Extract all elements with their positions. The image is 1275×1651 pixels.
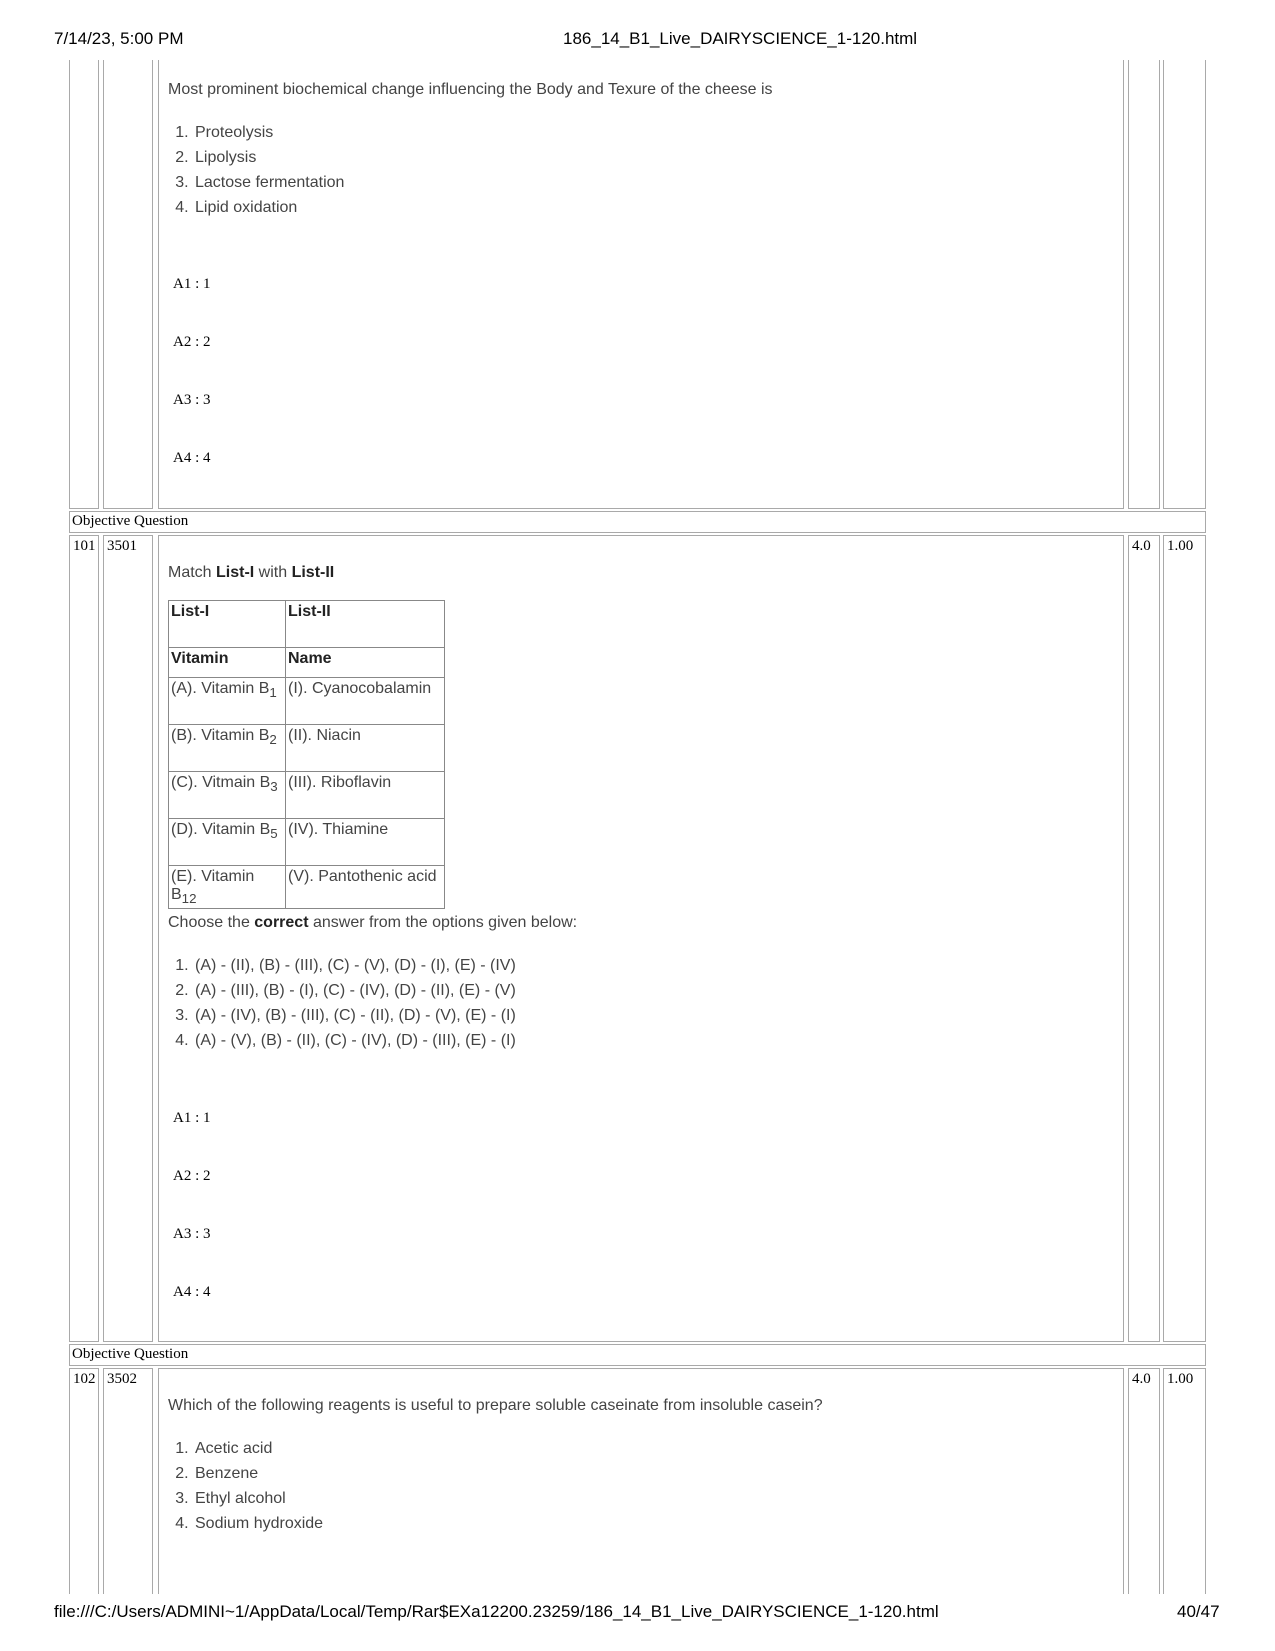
table-row: [169, 725, 445, 772]
document-title: 186_14_B1_Live_DAIRYSCIENCE_1-120.html: [563, 29, 918, 48]
question-id: 3501: [107, 538, 137, 554]
intro-mid: with: [254, 564, 292, 581]
number-cell: [69, 535, 99, 1342]
options-list: [168, 1436, 323, 1536]
file-path: file:///C:/Users/ADMINI~1/AppData/Local/Temp/Rar$EXa12200.23259/186_14_B1_Live_DAIRYSCIENCE_1-120.html: [54, 1602, 939, 1621]
answer-option: A4 : 4: [173, 1284, 211, 1300]
answer-option: A3 : 3: [173, 1226, 211, 1242]
table-row: [169, 819, 445, 866]
table-row: [169, 601, 445, 648]
option-item: 3. Lactose fermentation: [193, 170, 344, 195]
question-id: 3502: [107, 1371, 137, 1387]
negative-cell: [1163, 60, 1206, 509]
question-text: Most prominent biochemical change influencing the Body and Texure of the cheese is: [168, 81, 773, 98]
table-cell: (A). Vitamin $B_1$: [169, 678, 286, 725]
answer-option: A2 : 2: [173, 1168, 211, 1184]
choose-instruction: Choose the correct answer from the options given below:: [168, 914, 578, 931]
number-cell: [69, 60, 99, 509]
question-type-label: Objective Question: [72, 513, 189, 529]
option-item: 1. Acetic acid: [193, 1436, 323, 1461]
question-number: 101: [73, 538, 96, 554]
table-header-cell: Vitamin: [169, 648, 286, 678]
intro-prefix: Match: [168, 564, 217, 581]
table-cell: (D). Vitamin $B_5$: [169, 819, 286, 866]
table-cell: (E). Vitamin $B_{12}$: [169, 866, 286, 909]
marks-cell: [1128, 535, 1160, 1342]
answer-option: A1 : 1: [173, 276, 211, 292]
page-number: 40/47: [1177, 1602, 1220, 1621]
table-cell: (B). Vitamin $B_2$: [169, 725, 286, 772]
print-datetime: 7/14/23, 5:00 PM: [54, 29, 184, 48]
option-item: 3. (A) - (IV), (B) - (III), (C) - (II), (D) - (V), (E) - (I): [193, 1003, 516, 1028]
negative-marks-value: 1.00: [1167, 538, 1194, 554]
option-item: 2. Benzene: [193, 1461, 323, 1486]
option-item: 1. (A) - (II), (B) - (III), (C) - (V), (D) - (I), (E) - (IV): [193, 953, 516, 978]
table-row: [169, 772, 445, 819]
section-bar: [69, 511, 1206, 533]
options-list: [168, 953, 516, 1053]
table-cell: (V). Pantothenic acid: [286, 866, 445, 909]
section-bar: [69, 1344, 1206, 1366]
answer-option: A3 : 3: [173, 392, 211, 408]
options-list: [168, 120, 344, 220]
id-cell: [103, 1368, 153, 1594]
answer-option: A4 : 4: [173, 450, 211, 466]
option-item: 4. Lipid oxidation: [193, 195, 344, 220]
marks-cell: [1128, 1368, 1160, 1594]
negative-marks-value: 1.00: [1167, 1371, 1194, 1387]
number-cell: [69, 1368, 99, 1594]
negative-cell: [1163, 1368, 1206, 1594]
intro-list2: List-II: [291, 564, 335, 581]
table-cell: (IV). Thiamine: [286, 819, 445, 866]
option-item: 4. Sodium hydroxide: [193, 1511, 323, 1536]
answer-option: A1 : 1: [173, 1110, 211, 1126]
table-cell: (C). Vitmain $B_3$: [169, 772, 286, 819]
table-cell: (III). Riboflavin: [286, 772, 445, 819]
table-cell: (I). Cyanocobalamin: [286, 678, 445, 725]
option-item: 3. Ethyl alcohol: [193, 1486, 323, 1511]
option-item: 4. (A) - (V), (B) - (II), (C) - (IV), (D) - (III), (E) - (I): [193, 1028, 516, 1053]
question-text: [168, 564, 334, 582]
id-cell: [103, 535, 153, 1342]
marks-value: 4.0: [1132, 1371, 1151, 1387]
table-header-cell: List-I: [169, 601, 286, 648]
match-table: [168, 600, 445, 909]
intro-list1: List-I: [216, 564, 255, 581]
question-type-label: Objective Question: [72, 1346, 189, 1362]
question-number: 102: [73, 1371, 96, 1387]
table-row: [169, 678, 445, 725]
table-header-cell: List-II: [286, 601, 445, 648]
option-item: 1. Proteolysis: [193, 120, 344, 145]
table-row: [169, 648, 445, 678]
table-cell: (II). Niacin: [286, 725, 445, 772]
table-row: [169, 866, 445, 909]
id-cell: [103, 60, 153, 509]
question-text: Which of the following reagents is useful to prepare soluble caseinate from insoluble casein?: [168, 1397, 823, 1414]
option-item: 2. (A) - (III), (B) - (I), (C) - (IV), (D) - (II), (E) - (V): [193, 978, 516, 1003]
marks-value: 4.0: [1132, 538, 1151, 554]
marks-cell: [1128, 60, 1160, 509]
answer-option: A2 : 2: [173, 334, 211, 350]
table-header-cell: Name: [286, 648, 445, 678]
option-item: 2. Lipolysis: [193, 145, 344, 170]
negative-cell: [1163, 535, 1206, 1342]
